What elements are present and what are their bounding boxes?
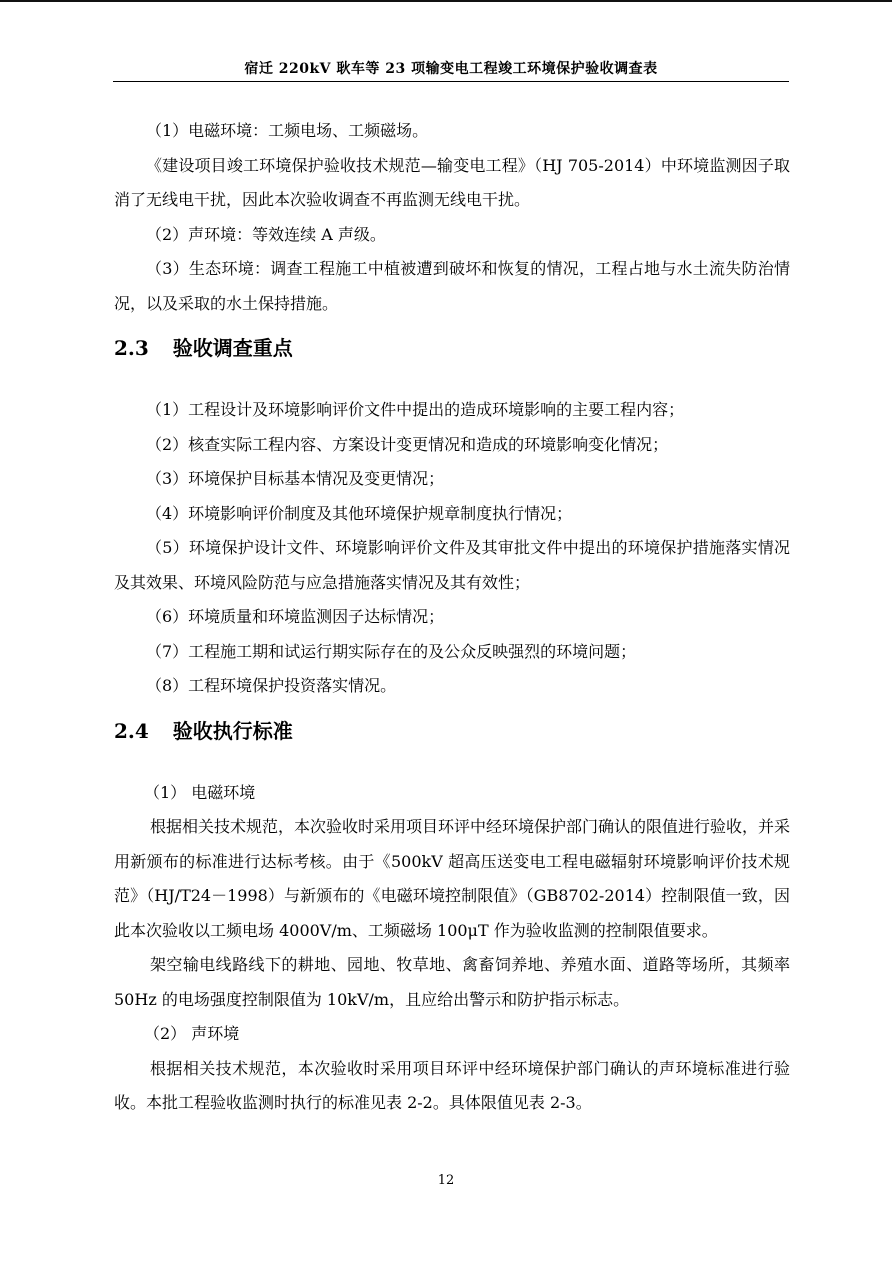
- paragraph: （3）生态环境：调查工程施工中植被遭到破坏和恢复的情况，工程占地与水土流失防治情况，以及采取的水土保持措施。: [114, 259, 790, 313]
- paragraph: （2）声环境：等效连续 A 声级。: [146, 224, 386, 244]
- list-item: （1）工程设计及环境影响评价文件中提出的造成环境影响的主要工程内容；: [146, 400, 685, 419]
- list-item: （8）工程环境保护投资落实情况。: [146, 676, 397, 695]
- section-number: 2.3: [114, 336, 149, 360]
- section-title: 验收执行标准: [172, 718, 293, 743]
- list-item: （4）环境影响评价制度及其他环境保护规章制度执行情况；: [146, 503, 573, 523]
- subsection-title: （1） 电磁环境: [144, 782, 256, 802]
- header-rule: [113, 81, 789, 82]
- paragraph: （1）电磁环境：工频电场、工频磁场。: [146, 121, 429, 140]
- section-heading-2-3: [114, 331, 790, 365]
- list-item: （7）工程施工期和试运行期实际存在的及公众反映强烈的环境问题；: [146, 641, 637, 661]
- page-number: 12: [437, 1173, 455, 1188]
- paragraph: 架空输电线路线下的耕地、园地、牧草地、禽畜饲养地、养殖水面、道路等场所，其频率 50Hz 的电场强度控制限值为 10kV/m，且应给出警示和防护指示标志。: [114, 955, 790, 1009]
- list-item: （2）核查实际工程内容、方案设计变更情况和造成的环境影响变化情况；: [146, 434, 669, 454]
- section-title: 验收调查重点: [172, 336, 293, 360]
- list-item: （6）环境质量和环境监测因子达标情况；: [146, 607, 445, 626]
- page-top-border: [0, 0, 892, 2]
- paragraph: 《建设项目竣工环境保护验收技术规范—输变电工程》（HJ 705-2014）中环境监测因子取消了无线电干扰，因此本次验收调查不再监测无线电干扰。: [114, 155, 790, 209]
- running-header: 宿迁 220kV 耿车等 23 项输变电工程竣工环境保护验收调查表: [244, 61, 658, 77]
- list-item: （5）环境保护设计文件、环境影响评价文件及其审批文件中提出的环境保护措施落实情况及其效果、环境风险防范与应急措施落实情况及其有效性；: [114, 538, 790, 592]
- page-body: [114, 114, 790, 1121]
- section-number: 2.4: [114, 718, 149, 743]
- paragraph: 根据相关技术规范，本次验收时采用项目环评中经环境保护部门确认的限值进行验收，并采用新颁布的标准进行达标考核。由于《500kV 超高压送变电工程电磁辐射环境影响评价技术规范》（HJ/T24－1998）与新颁布的《电磁环境控制限值》（GB8702-2014）控制限值一致，因此本次验收以工频电场 4000V/m、工频磁场 100μT 作为验收监测的控制限值要求。: [114, 817, 791, 940]
- subsection-title: （2） 声环境: [144, 1024, 240, 1043]
- section-heading-2-4: [114, 714, 790, 748]
- paragraph: 根据相关技术规范，本次验收时采用项目环评中经环境保护部门确认的声环境标准进行验收。本批工程验收监测时执行的标准见表 2-2。具体限值见表 2-3。: [114, 1058, 790, 1112]
- list-item: （3）环境保护目标基本情况及变更情况；: [146, 469, 445, 488]
